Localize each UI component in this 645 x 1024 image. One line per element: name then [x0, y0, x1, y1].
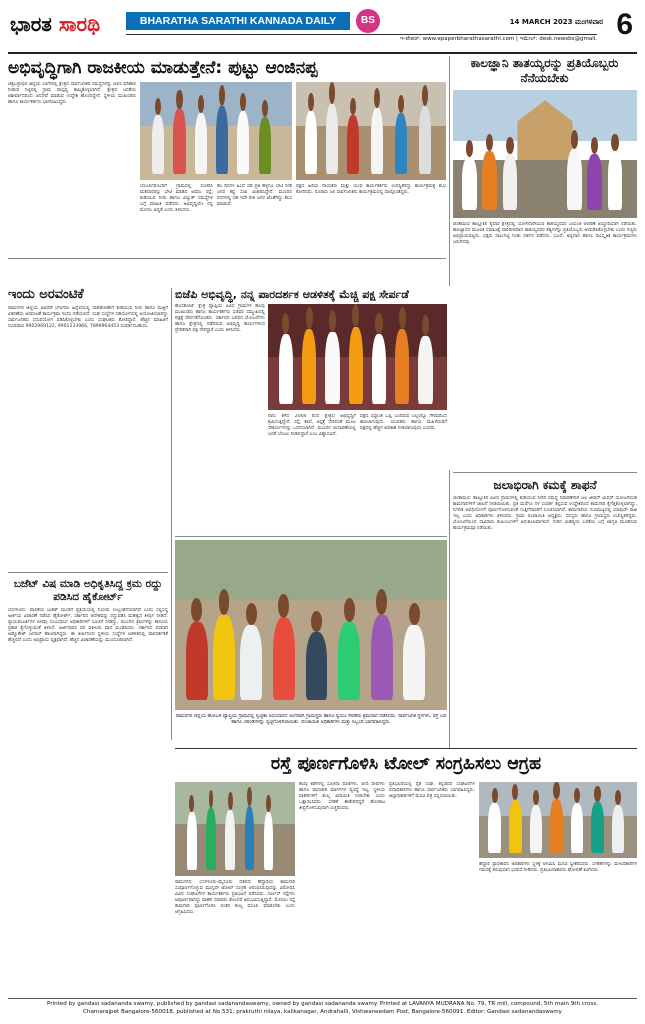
section-divider — [175, 748, 637, 749]
lead-body-col1: ಚಿಕ್ಕಬಳ್ಳಾಪುರ ಜಿಲ್ಲೆಯ ಬಾಗೇಪಲ್ಲಿ ಕ್ಷೇತ್ರದ ಸಾರ್ವಜನಿಕರ ಸಮಸ್ಯೆಗಳನ್ನು ಆಲಿಸಿ ಪರಿಹಾರ ನೀಡುವ ನಿಟ್ಟಿನಲ್ಲಿ ಗ್ರಾಮ ವಾಸ್ತವ್ಯ ಹಮ್ಮಿಕೊಳ್ಳಲಾಗಿದೆ. ಕ್ಷೇತ್ರದ ಜನತೆಯ ಆಶೀರ್ವಾದದಿಂದ ಜನಸೇವೆ ಮಾಡುವ ಉದ್ದೇಶ ಹೊಂದಿದ್ದೇನೆ. ಸ್ಥಳೀಯ ಮುಖಂಡರು ಹಾಗೂ ಕಾರ್ಯಕರ್ತರು ಭಾಗವಹಿಸಿದ್ದರು. — [8, 82, 136, 106]
masthead-rule — [8, 52, 637, 54]
toll-body-col2: ಕೆಲವು ಕಡೆಗಳಲ್ಲಿ ಸೂಚನಾ ಫಲಕಗಳು, ಬೀದಿ ದೀಪಗಳು ಹಾಗೂ ಪಾದಚಾರಿ ಮಾರ್ಗಗಳ ವ್ಯವಸ್ಥೆ ಇಲ್ಲ. ಸ್ಥಳೀಯ ವಾಹನಗಳಿಗೆ ಶುಲ್ಕ ವಿನಾಯಿತಿ ನೀಡಬೇಕು ಎಂದು ಒತ್ತಾಯಿಸಿದರು. ಬೇಡಿಕೆ ಈಡೇರದಿದ್ದರೆ ಹೋರಾಟ ತೀವ್ರಗೊಳಿಸುವುದಾಗಿ ಎಚ್ಚರಿಸಿದರು. — [299, 782, 385, 812]
lead-photo-1 — [140, 82, 292, 180]
cleanup-photo — [175, 540, 447, 710]
lead-body-col4: ಪಕ್ಷದ ಹಿರಿಯ ನಾಯಕರು ಮತ್ತು ಯುವ ಕಾರ್ಯಕರ್ತರು ಉಪಸ್ಥಿತರಿದ್ದು ಕಾರ್ಯಕ್ರಮಕ್ಕೆ ಶುಭ ಕೋರಿದರು. ನೂರಾರು ಜನ ಸಾರ್ವಜನಿಕರು ಕಾರ್ಯಕ್ರಮದಲ್ಲಿ ಪಾಲ್ಗೊಂಡಿದ್ದರು. — [296, 184, 446, 196]
section-divider — [8, 572, 168, 573]
bjp-photo — [268, 304, 447, 410]
toll-headline: ರಸ್ತೆ ಪೂರ್ಣಗೊಳಿಸಿ ಟೋಲ್ ಸಂಗ್ರಹಿಸಲು ಆಗ್ರಹ — [270, 754, 542, 774]
lead-body-col3: ಕೆಲ ದಿನಗಳ ಹಿಂದೆ ಸಹ ಪ್ರತಿ ಹಳ್ಳಿಗೂ ಭೇಟಿ ನೀಡಿ ಜನರ ಕಷ್ಟ ಸುಖ ವಿಚಾರಿಸಿದ್ದೇನೆ. ಮುಂದಿನ ದಿನಗಳಲ್ಲಿ ಸಹ ಇದೇ ರೀತಿ ಜನರ ಜೊತೆಗಿದ್ದು ಕೆಲಸ ಮಾಡುವೆ. — [217, 184, 292, 208]
toll-photo-1 — [175, 782, 295, 876]
print-line-footer — [8, 998, 637, 1016]
bjp-body-col1: ಹೊಸಕೋಟೆ: ಕ್ಷೇತ್ರ ವ್ಯಾಪ್ತಿಯ ವಿವಿಧ ಗ್ರಾಮಗಳ ಹಲವು ಮುಖಂಡರು ಹಾಗೂ ಕಾರ್ಯಕರ್ತರು ಸಚಿವರ ಸಮ್ಮುಖದಲ್ಲಿ ಪಕ್ಷಕ್ಕೆ ಸೇರ್ಪಡೆಗೊಂಡರು. ಸರ್ಕಾರದ ಜನಪರ ಯೋಜನೆಗಳು ಹಾಗೂ ಕ್ಷೇತ್ರದಲ್ಲಿ ನಡೆದಿರುವ ಅಭಿವೃದ್ಧಿ ಕಾರ್ಯಗಳಿಂದ ಪ್ರೇರಿತರಾಗಿ ಪಕ್ಷ ಸೇರಿದ್ದಾರೆ ಎಂದು ತಿಳಿಸಿದರು. — [175, 304, 265, 334]
right-article-body: ಚಿಂತಾಮಣಿ ತಾಲ್ಲೂಕಿನ ಕೈವಾರ ಕ್ಷೇತ್ರದಲ್ಲಿ ಯೋಗಿನಾರೇಯಣ ತಾತಯ್ಯನವರ ಜಯಂತಿ ಆಚರಣೆ ಅದ್ದೂರಿಯಾಗಿ ನಡೆಯಿತು. ಕಾಲಜ್ಞಾನದ ಮೂಲಕ ಸಮಾಜಕ್ಕೆ ದಾರಿದೀಪವಾದ ತಾತಯ್ಯನವರ ತತ್ವಗಳನ್ನು ಪ್ರತಿಯೊಬ್ಬರು ಅಳವಡಿಸಿಕೊಳ್ಳಬೇಕು ಎಂದು ಗಣ್ಯರು ಅಭಿಪ್ರಾಯಪಟ್ಟರು. ಭಕ್ತರು ಸಾಲುಗಟ್ಟಿ ನಿಂತು ದರ್ಶನ ಪಡೆದರು. ಭಜನೆ, ಅನ್ನದಾನ ಹಾಗೂ ಸಾಂಸ್ಕೃತಿಕ ಕಾರ್ಯಕ್ರಮಗಳು ಜರುಗಿದವು. — [453, 222, 637, 246]
section-divider — [8, 258, 446, 259]
bjp-body-col2: ನಾನು ಕಳೆದ 2004 ರಿಂದ ಕ್ಷೇತ್ರದ ಅಭಿವೃದ್ಧಿಗೆ ಶ್ರಮಿಸುತ್ತಿದ್ದೇನೆ. ರಸ್ತೆ, ಶಾಲೆ, ಆಸ್ಪತ್ರೆ ಸೇರಿದಂತೆ ಮೂಲ ಸೌಕರ್ಯಗಳನ್ನು ಒದಗಿಸಲಾಗಿದೆ. ಮುಂದಿನ ಚುನಾವಣೆಯಲ್ಲಿ ಜನತೆ ಬೆಂಬಲ ನೀಡಲಿದ್ದಾರೆ ಎಂಬ ವಿಶ್ವಾಸವಿದೆ. — [268, 414, 356, 438]
toll-body-col1: ರಾಮನಗರ: ಬೆಂಗಳೂರು-ಮೈಸೂರು ದಶಪಥ ಹೆದ್ದಾರಿಯ ಕಾಮಗಾರಿ ಸಂಪೂರ್ಣಗೊಳ್ಳುವ ಮುನ್ನವೇ ಟೋಲ್ ಸಂಗ್ರಹ ಆರಂಭಿಸಿರುವುದನ್ನು ವಿರೋಧಿಸಿ ವಿವಿಧ ಸಂಘಟನೆಗಳ ಕಾರ್ಯಕರ್ತರು ಪ್ರತಿಭಟನೆ ನಡೆಸಿದರು. ಸರ್ವೀಸ್ ರಸ್ತೆಗಳು ಅಪೂರ್ಣವಾಗಿದ್ದು ವಾಹನ ಸವಾರರು ತೊಂದರೆ ಅನುಭವಿಸುತ್ತಿದ್ದಾರೆ. ಮೊದಲು ರಸ್ತೆ ಕಾಮಗಾರಿ ಪೂರ್ಣಗೊಳಿಸಿ ನಂತರ ಶುಲ್ಕ ವಸೂಲಿ ಮಾಡಬೇಕು ಎಂದು ಆಗ್ರಹಿಸಿದರು. — [175, 880, 295, 916]
bjp-body-col3: ಪಕ್ಷದ ಸಿದ್ಧಾಂತ ಒಪ್ಪಿ ಬಂದಿರುವ ಎಲ್ಲರನ್ನೂ ಗೌರವದಿಂದ ಕಾಣಲಾಗುವುದು. ಯುವಕರು ಹಾಗೂ ಮಹಿಳೆಯರಿಗೆ ಪಕ್ಷದಲ್ಲಿ ಹೆಚ್ಚಿನ ಅವಕಾಶ ನೀಡಲಾಗುವುದು ಎಂದರು. — [360, 414, 447, 432]
page-number: 6 — [616, 8, 633, 41]
lead-body-col2: ಬೆಂಬಲಿಗರೊಂದಿಗೆ ಗ್ರಾಮದಲ್ಲಿ ಸಂಚರಿಸಿ ಮತದಾರರನ್ನು ಭೇಟಿ ಮಾಡಿದ ಅವರು, ರಸ್ತೆ, ಕುಡಿಯುವ ನೀರು ಹಾಗೂ ವಿದ್ಯುತ್ ಸಮಸ್ಯೆಗಳ ಬಗ್ಗೆ ಮಾಹಿತಿ ಪಡೆದರು. ಅಭಿವೃದ್ಧಿಯೇ ನನ್ನ ಮೊದಲ ಆದ್ಯತೆ ಎಂದು ತಿಳಿಸಿದರು. — [140, 184, 213, 214]
anniversary-headline: ಇಂದು ಅರವಂಟಿಕೆ — [8, 287, 84, 302]
right-headline: ಕಾಲಜ್ಞಾನಿ ತಾತಯ್ಯರನ್ನು ಪ್ರತಿಯೊಬ್ಬರು ನೆನೆಯಬೇಕು — [470, 56, 619, 85]
toll-body-col3: ಪ್ರತಿಭಟನೆಯಲ್ಲಿ ರೈತ ಸಂಘ, ಕನ್ನಡಪರ ಸಂಘಟನೆಗಳ ಪದಾಧಿಕಾರಿಗಳು ಹಾಗೂ ಸಾರ್ವಜನಿಕರು ಭಾಗವಹಿಸಿದ್ದರು. ಜಿಲ್ಲಾಧಿಕಾರಿಗಳಿಗೆ ಮನವಿ ಪತ್ರ ಸಲ್ಲಿಸಲಾಯಿತು. — [389, 782, 475, 800]
lead-photo-2 — [296, 82, 446, 180]
newspaper-title-english: BHARATHA SARATHI KANNADA DAILY — [126, 12, 350, 30]
masthead-divider — [126, 34, 597, 35]
toll-photo-2 — [479, 782, 637, 858]
anniversary-body: ರಾಮನಗರ ಜಿಲ್ಲೆಯ ವಿವಿಧೆಡೆ ಬೇಸಿಗೆಯ ಹಿನ್ನೆಲೆಯಲ್ಲಿ ದಾರಿಹೋಕರಿಗೆ ಕುಡಿಯುವ ನೀರು ಹಾಗೂ ಮಜ್ಜಿಗೆ ವಿತರಣೆಯ ಅರವಂಟಿಕೆ ಕಾರ್ಯಕ್ರಮ ಇಂದು ನಡೆಯಲಿದೆ. ಸಂಘ ಸಂಸ್ಥೆಗಳ ಸಹಯೋಗದಲ್ಲಿ ಆಯೋಜಿಸಲಾಗಿದ್ದು ಸಾರ್ವಜನಿಕರು ಸದುಪಯೋಗ ಪಡಿಸಿಕೊಳ್ಳಬೇಕು ಎಂದು ಸಂಘಟಕರು ಕೋರಿದ್ದಾರೆ. ಹೆಚ್ಚಿನ ಮಾಹಿತಿಗೆ ದೂರವಾಣಿ 9902969122, 9901233966, 7899964453 ಸಂಪರ್ಕಿಸಬಹುದು. — [8, 306, 168, 330]
water-body: ಚಿಂತಾಮಣಿ: ತಾಲ್ಲೂಕಿನ ವಿವಿಧ ಗ್ರಾಮಗಳಲ್ಲಿ ಕುಡಿಯುವ ನೀರಿನ ಸಮಸ್ಯೆ ನಿವಾರಣೆಗಾಗಿ ಜಲ ಜೀವನ್ ಮಿಷನ್ ಯೋಜನೆಯಡಿ ಕಾಮಗಾರಿಗಳಿಗೆ ಚಾಲನೆ ನೀಡಲಾಯಿತು. ಪ್ರತಿ ಮನೆಗೂ ನಳ ಸಂಪರ್ಕ ಕಲ್ಪಿಸುವ ಉದ್ದೇಶದಿಂದ ಕಾಮಗಾರಿ ಕೈಗೆತ್ತಿಕೊಳ್ಳಲಾಗಿದ್ದು, ನಿಗದಿತ ಅವಧಿಯೊಳಗೆ ಪೂರ್ಣಗೊಳಿಸುವಂತೆ ಗುತ್ತಿಗೆದಾರರಿಗೆ ಸೂಚಿಸಲಾಗಿದೆ. ಕಾಮಗಾರಿಯ ಗುಣಮಟ್ಟದಲ್ಲಿ ಯಾವುದೇ ರಾಜಿ ಇಲ್ಲ ಎಂದು ಅಧಿಕಾರಿಗಳು ತಿಳಿಸಿದರು. ಗ್ರಾಮ ಪಂಚಾಯಿತಿ ಅಧ್ಯಕ್ಷರು, ಸದಸ್ಯರು ಹಾಗೂ ಗ್ರಾಮಸ್ಥರು ಉಪಸ್ಥಿತರಿದ್ದರು. ಯೋಜನೆಯಿಂದ ಸಾವಿರಾರು ಕುಟುಂಬಗಳಿಗೆ ಅನುಕೂಲವಾಗಲಿದೆ. ನೀರಿನ ಮಿತವ್ಯಯ ಬಳಕೆಯ ಬಗ್ಗೆ ಜಾಗೃತಿ ಮೂಡಿಸುವ ಕಾರ್ಯಕ್ರಮವೂ ನಡೆಯಿತು. — [453, 496, 637, 532]
newspaper-logo-kannada: ಭಾರತ ಸಾರಥಿ — [10, 12, 101, 36]
cleanup-caption: ರಾಮನಗರ ಜಿಲ್ಲೆಯ ಹೋಬಳಿ ವ್ಯಾಪ್ತಿಯ ಗ್ರಾಮದಲ್ಲಿ ಸ್ವಚ್ಛತಾ ಅಭಿಯಾನದ ಅಂಗವಾಗಿ ಗ್ರಾಮಸ್ಥರು ಹಾಗೂ ಸ್ವಯಂ ಸೇವಕರು ಶ್ರಮದಾನ ನಡೆಸಿದರು. ಸಾರ್ವಜನಿಕ ಸ್ಥಳಗಳು, ರಸ್ತೆ ಬದಿ ಹಾಗೂ ಚರಂಡಿಗಳನ್ನು ಸ್ವಚ್ಛಗೊಳಿಸಲಾಯಿತು. ಪಂಚಾಯಿತಿ ಅಧಿಕಾರಿಗಳು ಮತ್ತು ಸಿಬ್ಬಂದಿ ಭಾಗವಹಿಸಿದ್ದರು. — [175, 714, 447, 726]
temple-photo — [453, 90, 637, 218]
section-divider — [175, 536, 447, 537]
budget-headline: ಬಜೆಟ್ ವಿಷ ಮಾಡಿ ಅಧಿಕೃತಿಸಿದ್ದ ಕ್ರಮ ರದ್ದು ಪಡಿಸಿದ ಹೈಕೋರ್ಟ್ — [13, 578, 163, 603]
footer-line-1: Printed by gandasi sadananda swamy, published by gandasi sadanandaswamy, owned by gandasi sadananda swamy. Printed at LAVANYA MUDRANA No. 79, TR mill, compound, 5th main 9th cross, — [46, 1001, 599, 1007]
masthead — [8, 8, 637, 50]
budget-body: ಬೆಂಗಳೂರು: ಪಾಲಿಕೆಯ ಬಜೆಟ್ ಮಂಡನೆ ಪ್ರಕ್ರಿಯೆಯಲ್ಲಿ ನಿಯಮ ಉಲ್ಲಂಘನೆಯಾಗಿದೆ ಎಂದು ಸಲ್ಲಿಸಿದ್ದ ಅರ್ಜಿಯ ವಿಚಾರಣೆ ನಡೆಸಿದ ಹೈಕೋರ್ಟ್, ಸರ್ಕಾರದ ಆದೇಶವನ್ನು ರದ್ದುಪಡಿಸಿ ಮಹತ್ವದ ತೀರ್ಪು ನೀಡಿದೆ. ನ್ಯಾಯಮೂರ್ತಿಗಳ ಪೀಠವು ಸಂಬಂಧಿಸಿದ ಅಧಿಕಾರಿಗಳಿಗೆ ಸೂಚನೆ ನೀಡಿದ್ದು, ಮುಂದಿನ ಕ್ರಮಗಳನ್ನು ಕಾನೂನು ಪ್ರಕಾರ ಕೈಗೊಳ್ಳುವಂತೆ ತಿಳಿಸಿದೆ. ಅರ್ಜಿದಾರರ ಪರ ವಕೀಲರು ವಾದ ಮಂಡಿಸಿದರು. ಸರ್ಕಾರದ ಪರವಾಗಿ ಅಡ್ವೊಕೇಟ್ ಜನರಲ್ ಹಾಜರಾಗಿದ್ದರು. ಈ ತೀರ್ಪಿನಿಂದ ಸ್ಥಳೀಯ ಸಂಸ್ಥೆಗಳ ಆಡಳಿತದಲ್ಲಿ ಪಾರದರ್ಶಕತೆ ಹೆಚ್ಚಲಿದೆ ಎಂದು ಅಭಿಪ್ರಾಯ ವ್ಯಕ್ತವಾಗಿದೆ. ಹೆಚ್ಚಿನ ವಿಚಾರಣೆಯನ್ನು ಮುಂದೂಡಲಾಗಿದೆ. — [8, 608, 168, 644]
column-divider — [171, 288, 172, 740]
lead-headline: ಅಭಿವೃದ್ಧಿಗಾಗಿ ರಾಜಕೀಯ ಮಾಡುತ್ತೇನೆ: ಪುಟ್ಟು ಆಂಜಿನಪ್ಪ — [8, 58, 318, 78]
section-divider — [453, 472, 637, 473]
toll-body-col4: ಹೆದ್ದಾರಿ ಪ್ರಾಧಿಕಾರದ ಅಧಿಕಾರಿಗಳು ಸ್ಥಳಕ್ಕೆ ಆಗಮಿಸಿ ಮನವಿ ಸ್ವೀಕರಿಸಿದರು. ಬೇಡಿಕೆಗಳನ್ನು ಮೇಲಧಿಕಾರಿಗಳ ಗಮನಕ್ಕೆ ತರುವುದಾಗಿ ಭರವಸೆ ನೀಡಿದರು. ಪ್ರತಿಭಟನಾಕಾರರು ಘೋಷಣೆ ಕೂಗಿದರು. — [479, 862, 637, 874]
column-divider — [449, 470, 450, 748]
contact-info: ಇ-ಪೇಪರ್: www.epaperbharathasarathi.com | ಇಮೇಲ್: desk.newsbs@gmail. — [399, 36, 597, 42]
column-divider — [449, 56, 450, 286]
issue-date: 14 MARCH 2023 ಮಂಗಳವಾರ — [509, 18, 603, 26]
footer-line-2: Chamarajpet Bangalore-560018, published at No.531, prakruthi nilaya, kalikanagar, Andrahalli, Vishwaneedam Post, Bangalore-560091. Editor: Gandasi sadanandaswamy — [83, 1008, 562, 1015]
bjp-headline: ಬಿಜೆಪಿ ಅಭಿವೃದ್ಧಿ, ನನ್ನ ಪಾರದರ್ಶಕ ಆಡಳಿತಕ್ಕೆ ಮೆಚ್ಚಿ ಪಕ್ಷ ಸೇರ್ಪಡೆ — [175, 288, 409, 301]
bs-logo-icon: BS — [356, 9, 380, 33]
water-headline: ಜಲಾಭಿರಾಗಿ ಕಮಕ್ಕೆ ಶಾಫನೆ — [493, 478, 597, 492]
